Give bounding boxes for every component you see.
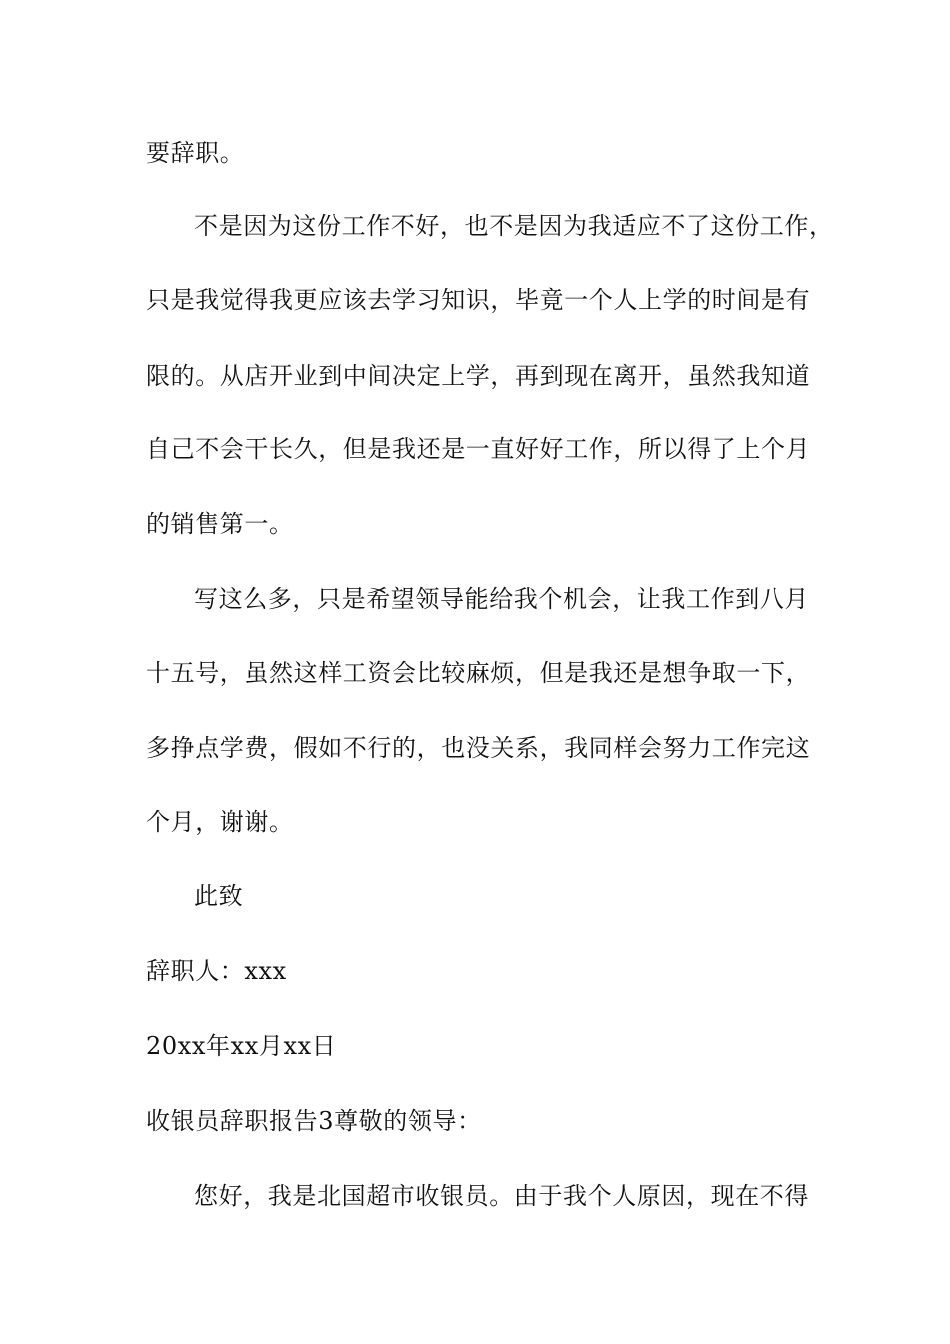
paragraph-line: 不是因为这份工作不好，也不是因为我适应不了这份工作， (194, 212, 834, 240)
paragraph-line: 多挣点学费，假如不行的，也没关系，我同样会努力工作完这 (146, 734, 811, 762)
paragraph-line: 您好，我是北国超市收银员。由于我个人原因，现在不得 (194, 1182, 809, 1210)
paragraph-line: 限的。从店开业到中间决定上学，再到现在离开，虽然我知道 (146, 362, 811, 390)
signature-line: 辞职人：xxx (146, 957, 287, 985)
paragraph-line: 自己不会干长久，但是我还是一直好好工作，所以得了上个月 (146, 435, 811, 463)
paragraph-line: 要辞职。 (146, 139, 245, 167)
paragraph-line: 的销售第一。 (146, 510, 294, 538)
paragraph-line: 个月，谢谢。 (146, 808, 294, 836)
closing-salutation: 此致 (194, 882, 244, 910)
paragraph-line: 写这么多，只是希望领导能给我个机会，让我工作到八月 (194, 585, 809, 613)
date-line: 20xx年xx月xx日 (146, 1032, 337, 1060)
section-heading: 收银员辞职报告3尊敬的领导： (146, 1107, 482, 1135)
paragraph-line: 十五号，虽然这样工资会比较麻烦，但是我还是想争取一下， (146, 659, 811, 687)
paragraph-line: 只是我觉得我更应该去学习知识，毕竟一个人上学的时间是有 (146, 286, 811, 314)
